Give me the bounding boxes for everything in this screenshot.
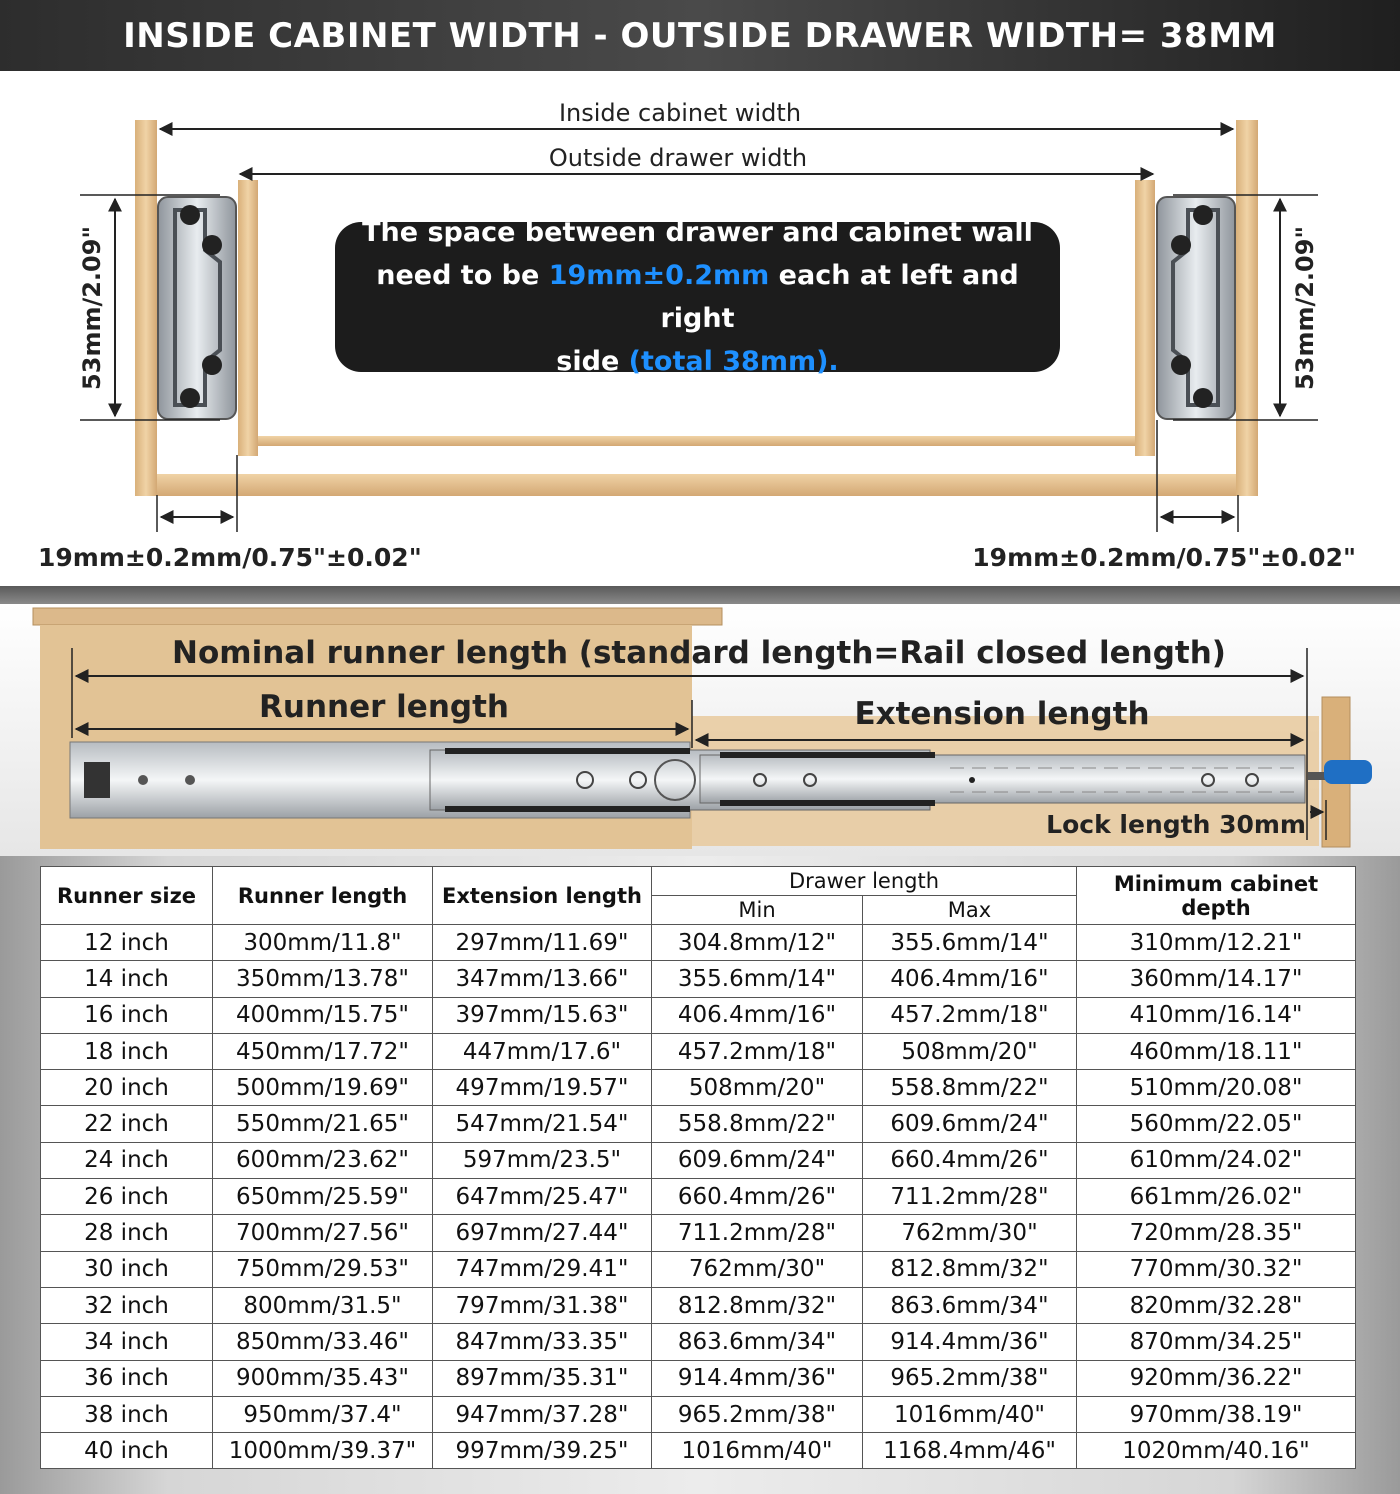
callout-line-3: side (total 38mm). — [556, 346, 839, 377]
cell-min-cabinet-depth: 410mm/16.14" — [1077, 997, 1356, 1033]
callout-highlight-gap: 19mm±0.2mm — [548, 260, 770, 291]
cell-runner-length: 650mm/25.59" — [213, 1179, 433, 1215]
drawer-right-side — [1135, 180, 1155, 456]
cell-drawer-min: 1016mm/40" — [652, 1433, 863, 1469]
cell-drawer-min: 508mm/20" — [652, 1070, 863, 1106]
header-banner — [0, 0, 1400, 71]
outside-drawer-width-label: Outside drawer width — [548, 144, 808, 172]
table-row — [41, 1033, 1356, 1069]
cell-drawer-max: 1168.4mm/46" — [863, 1433, 1077, 1469]
cell-runner-size: 20 inch — [41, 1070, 213, 1106]
cell-extension-length: 897mm/35.31" — [433, 1360, 652, 1396]
gap-label-right: 19mm±0.2mm/0.75"±0.02" — [972, 543, 1356, 572]
cell-drawer-max: 406.4mm/16" — [863, 961, 1077, 997]
cell-runner-length: 950mm/37.4" — [213, 1396, 433, 1432]
runner-length-diagram — [0, 604, 1400, 856]
cell-extension-length: 397mm/15.63" — [433, 997, 652, 1033]
cell-extension-length: 947mm/37.28" — [433, 1396, 652, 1432]
cell-runner-length: 700mm/27.56" — [213, 1215, 433, 1251]
header-drawer-length: Drawer length — [652, 867, 1077, 896]
cell-drawer-min: 863.6mm/34" — [652, 1324, 863, 1360]
cabinet-cross-section-panel — [0, 71, 1400, 586]
cell-runner-length: 1000mm/39.37" — [213, 1433, 433, 1469]
table-row — [41, 1070, 1356, 1106]
cell-runner-length: 450mm/17.72" — [213, 1033, 433, 1069]
cell-drawer-max: 1016mm/40" — [863, 1396, 1077, 1432]
gap-label-left: 19mm±0.2mm/0.75"±0.02" — [38, 543, 422, 572]
table-body — [41, 925, 1356, 1469]
table-row — [41, 1433, 1356, 1469]
cell-runner-size: 14 inch — [41, 961, 213, 997]
runner-spec-table — [40, 866, 1356, 1469]
drawer-left-side — [238, 180, 258, 456]
cell-min-cabinet-depth: 720mm/28.35" — [1077, 1215, 1356, 1251]
cell-min-cabinet-depth: 360mm/14.17" — [1077, 961, 1356, 997]
inside-cabinet-width-label: Inside cabinet width — [558, 99, 802, 127]
lock-length-label: Lock length 30mm — [1046, 810, 1306, 839]
page-title: INSIDE CABINET WIDTH - OUTSIDE DRAWER WIDTH= 38MM — [123, 15, 1277, 56]
runner-length-label: Runner length — [259, 689, 509, 725]
cell-min-cabinet-depth: 310mm/12.21" — [1077, 925, 1356, 961]
header-drawer-max: Max — [863, 896, 1077, 925]
cell-min-cabinet-depth: 1020mm/40.16" — [1077, 1433, 1356, 1469]
cell-drawer-max: 863.6mm/34" — [863, 1287, 1077, 1323]
cell-runner-size: 28 inch — [41, 1215, 213, 1251]
cell-drawer-max: 914.4mm/36" — [863, 1324, 1077, 1360]
cell-extension-length: 847mm/33.35" — [433, 1324, 652, 1360]
cell-drawer-max: 965.2mm/38" — [863, 1360, 1077, 1396]
cell-runner-size: 30 inch — [41, 1251, 213, 1287]
cell-drawer-min: 914.4mm/36" — [652, 1360, 863, 1396]
cell-drawer-max: 609.6mm/24" — [863, 1106, 1077, 1142]
cell-runner-size: 36 inch — [41, 1360, 213, 1396]
cell-runner-size: 34 inch — [41, 1324, 213, 1360]
table-row — [41, 1251, 1356, 1287]
cell-drawer-min: 812.8mm/32" — [652, 1287, 863, 1323]
section-separator — [0, 586, 1400, 604]
cell-runner-size: 18 inch — [41, 1033, 213, 1069]
cell-runner-length: 750mm/29.53" — [213, 1251, 433, 1287]
cell-extension-length: 347mm/13.66" — [433, 961, 652, 997]
callout-line-1: The space between drawer and cabinet wall — [362, 217, 1033, 248]
cell-runner-length: 800mm/31.5" — [213, 1287, 433, 1323]
runner-length-panel — [0, 604, 1400, 856]
cell-extension-length: 697mm/27.44" — [433, 1215, 652, 1251]
cell-runner-size: 38 inch — [41, 1396, 213, 1432]
cell-drawer-max: 762mm/30" — [863, 1215, 1077, 1251]
cell-runner-length: 550mm/21.65" — [213, 1106, 433, 1142]
cell-drawer-max: 457.2mm/18" — [863, 997, 1077, 1033]
cabinet-bottom — [157, 474, 1236, 496]
cell-runner-length: 600mm/23.62" — [213, 1142, 433, 1178]
table-row — [41, 1142, 1356, 1178]
cell-min-cabinet-depth: 920mm/36.22" — [1077, 1360, 1356, 1396]
cell-drawer-min: 558.8mm/22" — [652, 1106, 863, 1142]
cell-extension-length: 597mm/23.5" — [433, 1142, 652, 1178]
cell-extension-length: 997mm/39.25" — [433, 1433, 652, 1469]
cell-min-cabinet-depth: 510mm/20.08" — [1077, 1070, 1356, 1106]
table-header-row — [41, 867, 1356, 896]
table-row — [41, 1324, 1356, 1360]
cell-drawer-min: 660.4mm/26" — [652, 1179, 863, 1215]
cell-min-cabinet-depth: 770mm/30.32" — [1077, 1251, 1356, 1287]
header-min-cabinet-depth: Minimum cabinet depth — [1077, 867, 1356, 925]
cell-min-cabinet-depth: 870mm/34.25" — [1077, 1324, 1356, 1360]
cabinet-right-wall — [1236, 120, 1258, 496]
cell-extension-length: 497mm/19.57" — [433, 1070, 652, 1106]
cabinet-top-board — [33, 608, 722, 625]
cell-drawer-max: 711.2mm/28" — [863, 1179, 1077, 1215]
table-row — [41, 1215, 1356, 1251]
cell-drawer-min: 762mm/30" — [652, 1251, 863, 1287]
cell-runner-length: 900mm/35.43" — [213, 1360, 433, 1396]
header-runner-length: Runner length — [213, 867, 433, 925]
cell-extension-length: 547mm/21.54" — [433, 1106, 652, 1142]
lock-lever-stem — [1308, 772, 1326, 780]
cell-runner-size: 32 inch — [41, 1287, 213, 1323]
cell-drawer-max: 660.4mm/26" — [863, 1142, 1077, 1178]
callout-highlight-total: (total 38mm). — [628, 346, 839, 377]
cell-runner-size: 22 inch — [41, 1106, 213, 1142]
height-label-right: 53mm/2.09" — [1291, 226, 1319, 390]
cell-runner-size: 12 inch — [41, 925, 213, 961]
left-slide-rail-icon — [158, 197, 236, 419]
cell-drawer-max: 558.8mm/22" — [863, 1070, 1077, 1106]
cell-min-cabinet-depth: 560mm/22.05" — [1077, 1106, 1356, 1142]
cell-drawer-min: 711.2mm/28" — [652, 1215, 863, 1251]
cell-drawer-min: 304.8mm/12" — [652, 925, 863, 961]
cell-drawer-min: 406.4mm/16" — [652, 997, 863, 1033]
callout-line-2: need to be 19mm±0.2mm each at left and right — [376, 260, 1019, 334]
cell-runner-length: 500mm/19.69" — [213, 1070, 433, 1106]
cell-runner-size: 26 inch — [41, 1179, 213, 1215]
extension-length-label: Extension length — [854, 696, 1150, 732]
cell-drawer-min: 457.2mm/18" — [652, 1033, 863, 1069]
header-drawer-min: Min — [652, 896, 863, 925]
table-row — [41, 1287, 1356, 1323]
cell-runner-length: 350mm/13.78" — [213, 961, 433, 997]
drawer-bottom — [258, 436, 1135, 446]
lock-lever-icon — [1324, 760, 1372, 784]
nominal-length-label: Nominal runner length (standard length=Rail closed length) — [172, 635, 1226, 671]
table-row — [41, 925, 1356, 961]
cell-drawer-max: 508mm/20" — [863, 1033, 1077, 1069]
cell-min-cabinet-depth: 970mm/38.19" — [1077, 1396, 1356, 1432]
table-row — [41, 961, 1356, 997]
cell-min-cabinet-depth: 661mm/26.02" — [1077, 1179, 1356, 1215]
right-slide-rail-icon — [1157, 197, 1235, 419]
cell-runner-length: 300mm/11.8" — [213, 925, 433, 961]
cabinet-left-wall — [135, 120, 157, 496]
cell-extension-length: 447mm/17.6" — [433, 1033, 652, 1069]
cell-min-cabinet-depth: 460mm/18.11" — [1077, 1033, 1356, 1069]
cell-extension-length: 747mm/29.41" — [433, 1251, 652, 1287]
cell-drawer-max: 355.6mm/14" — [863, 925, 1077, 961]
cell-extension-length: 797mm/31.38" — [433, 1287, 652, 1323]
table-row — [41, 1106, 1356, 1142]
header-extension-length: Extension length — [433, 867, 652, 925]
cell-runner-size: 16 inch — [41, 997, 213, 1033]
cell-runner-size: 40 inch — [41, 1433, 213, 1469]
cell-extension-length: 647mm/25.47" — [433, 1179, 652, 1215]
header-runner-size: Runner size — [41, 867, 213, 925]
cell-drawer-min: 965.2mm/38" — [652, 1396, 863, 1432]
cell-extension-length: 297mm/11.69" — [433, 925, 652, 961]
gap-requirement-callout — [335, 217, 1060, 377]
cell-min-cabinet-depth: 820mm/32.28" — [1077, 1287, 1356, 1323]
cell-drawer-min: 355.6mm/14" — [652, 961, 863, 997]
table-row — [41, 1396, 1356, 1432]
cell-drawer-min: 609.6mm/24" — [652, 1142, 863, 1178]
cell-runner-length: 400mm/15.75" — [213, 997, 433, 1033]
table-row — [41, 997, 1356, 1033]
height-label-left: 53mm/2.09" — [78, 226, 106, 390]
cell-min-cabinet-depth: 610mm/24.02" — [1077, 1142, 1356, 1178]
cell-runner-length: 850mm/33.46" — [213, 1324, 433, 1360]
cell-drawer-max: 812.8mm/32" — [863, 1251, 1077, 1287]
table-row — [41, 1360, 1356, 1396]
table-row — [41, 1179, 1356, 1215]
cell-runner-size: 24 inch — [41, 1142, 213, 1178]
